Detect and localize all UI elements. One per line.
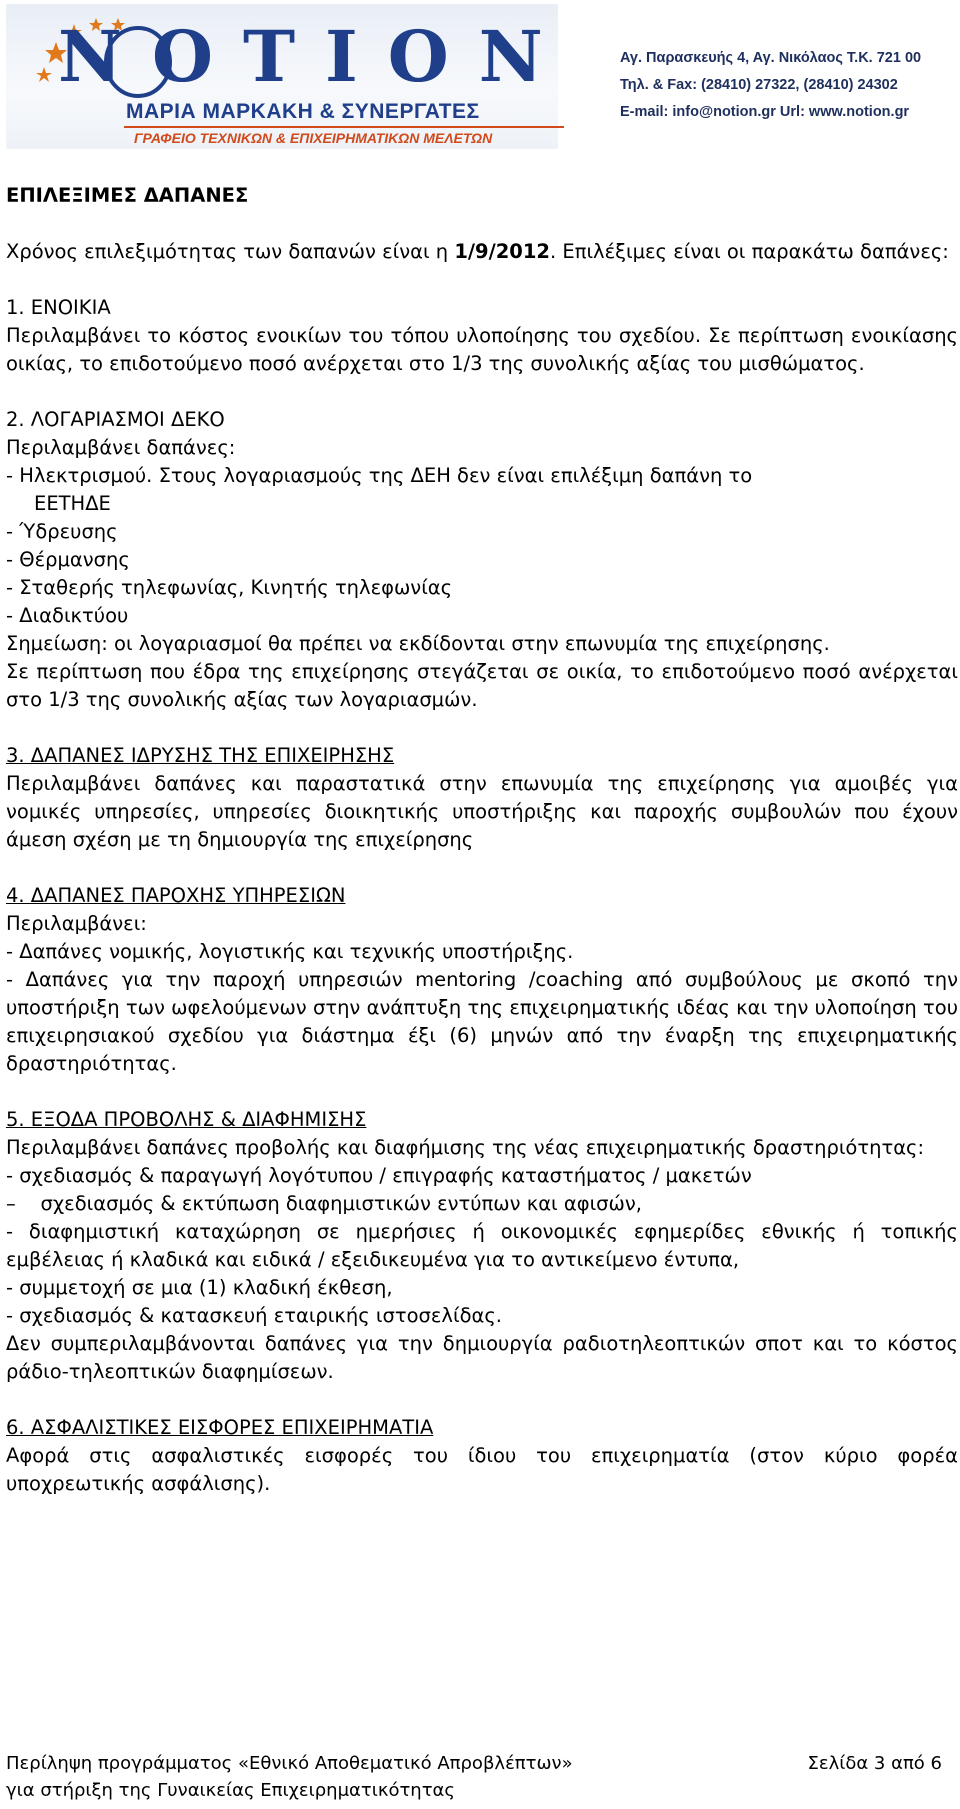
- contact-address: Αγ. Παρασκευής 4, Αγ. Νικόλαος Τ.Κ. 721 00: [620, 50, 922, 66]
- section-2-note: Σημείωση: οι λογαριασμοί θα πρέπει να εκδίδονται στην επωνυμία της επιχείρησης.: [6, 632, 830, 655]
- footer-program-subtitle: για στήριξη της Γυναικείας Επιχειρηματικότητας: [6, 1780, 455, 1801]
- section-3-text: Περιλαμβάνει δαπάνες και παραστατικά στην επωνυμία της επιχείρησης για αμοιβές για νομικές υπηρεσίες, υπηρεσίες διοικητικής υποστήριξης και παροχής συμβουλών που έχουν άμεση σχέση με τη δημιουργία της επιχείρησης: [6, 772, 958, 851]
- section-2-item: - Θέρμανσης: [6, 548, 130, 571]
- logo-tagline: ΓΡΑΦΕΙΟ ΤΕΧΝΙΚΩΝ & ΕΠΙΧΕΙΡΗΜΑΤΙΚΩΝ ΜΕΛΕΤΩΝ: [134, 130, 493, 146]
- section-2-item: - Σταθερής τηλεφωνίας, Κινητής τηλεφωνίας: [6, 576, 453, 599]
- document-body: [6, 182, 958, 1498]
- section-2-title: 2. ΛΟΓΑΡΙΑΣΜΟΙ ΔΕΚΟ: [6, 408, 225, 431]
- eligibility-date: 1/9/2012: [454, 240, 550, 263]
- intro-text-start: Χρόνος επιλεξιμότητας των δαπανών είναι η: [6, 240, 455, 263]
- section-6-text: Αφορά στις ασφαλιστικές εισφορές του ίδιου του επιχειρηματία (στον κύριο φορέα υποχρεωτικής ασφάλισης).: [6, 1444, 958, 1495]
- section-2-item: - Ηλεκτρισμού. Στους λογαριασμούς της ΔΕΗ δεν είναι επιλέξιμη δαπάνη το: [6, 464, 753, 487]
- section-2-item-continued: ΕΕΤΗΔΕ: [34, 492, 111, 515]
- section-5-title: 5. ΕΞΟΔΑ ΠΡΟΒΟΛΗΣ & ΔΙΑΦΗΜΙΣΗΣ: [6, 1108, 367, 1131]
- page-footer: [6, 1750, 942, 1804]
- section-2-item: - Διαδικτύου: [6, 604, 129, 627]
- contact-email-url: E-mail: info@notion.gr Url: www.notion.gr: [620, 104, 910, 120]
- section-3-title: 3. ΔΑΠΑΝΕΣ ΙΔΡΥΣΗΣ ΤΗΣ ΕΠΙΧΕΙΡΗΣΗΣ: [6, 744, 395, 767]
- section-1-title: 1. ΕΝΟΙΚΙΑ: [6, 296, 111, 319]
- section-5-item: – σχεδιασμός & εκτύπωση διαφημιστικών εντύπων και αφισών,: [6, 1192, 642, 1215]
- section-2-item: - Ύδρευσης: [6, 520, 118, 543]
- section-5-item: - σχεδιασμός & κατασκευή εταιρικής ιστοσελίδας.: [6, 1304, 502, 1327]
- logo-divider: [124, 126, 564, 128]
- section-4-item: - Δαπάνες για την παροχή υπηρεσιών mentoring /coaching από συμβούλους με σκοπό την υποστήριξη των ωφελούμενων στην ανάπτυξη της επιχειρηματικής ιδέας και την υλοποίηση του επιχειρησιακού σχεδίου για διάστημα έξι (6) μηνών από την έναρξη της επιχειρηματικής δραστηριότητας.: [6, 968, 958, 1075]
- footer-program-title: Περίληψη προγράμματος «Εθνικό Αποθεματικό Απροβλέπτων»: [6, 1753, 573, 1774]
- page-number: Σελίδα 3 από 6: [807, 1753, 942, 1774]
- page-heading: ΕΠΙΛΕΞΙΜΕΣ ΔΑΠΑΝΕΣ: [6, 184, 249, 207]
- section-5-item: - διαφημιστική καταχώρηση σε ημερήσιες ή οικονομικές εφημερίδες εθνικής ή τοπικής εμβέλειας ή κλαδικά και ειδικά / εξειδικευμένα για το αντικείμενο έντυπα,: [6, 1220, 958, 1271]
- section-1-text: Περιλαμβάνει το κόστος ενοικίων του τόπου υλοποίησης του σχεδίου. Σε περίπτωση ενοικίασης οικίας, το επιδοτούμενο ποσό ανέρχεται στο 1/3 της συνολικής αξίας του μισθώματος.: [6, 324, 958, 375]
- section-4-title: 4. ΔΑΠΑΝΕΣ ΠΑΡΟΧΗΣ ΥΠΗΡΕΣΙΩΝ: [6, 884, 346, 907]
- logo-wordmark: NOTION: [58, 15, 573, 98]
- section-5-lead: Περιλαμβάνει δαπάνες προβολής και διαφήμισης της νέας επιχειρηματικής δραστηριότητας:: [6, 1136, 925, 1159]
- section-4-item: - Δαπάνες νομικής, λογιστικής και τεχνικής υποστήριξης.: [6, 940, 574, 963]
- contact-block: [620, 45, 956, 126]
- section-6-title: 6. ΑΣΦΑΛΙΣΤΙΚΕΣ ΕΙΣΦΟΡΕΣ ΕΠΙΧΕΙΡΗΜΑΤΙΑ: [6, 1416, 434, 1439]
- section-4-lead: Περιλαμβάνει:: [6, 912, 147, 935]
- letterhead: [0, 0, 960, 152]
- intro-text-end: . Επιλέξιμες είναι οι παρακάτω δαπάνες:: [550, 240, 949, 263]
- logo-subtitle: ΜΑΡΙΑ ΜΑΡΚΑΚΗ & ΣΥΝΕΡΓΑΤΕΣ: [126, 100, 480, 123]
- intro-paragraph: [6, 238, 958, 266]
- company-logo: [6, 4, 573, 149]
- section-2-lead: Περιλαμβάνει δαπάνες:: [6, 436, 236, 459]
- section-5-text: Δεν συμπεριλαμβάνονται δαπάνες για την δημιουργία ραδιοτηλεοπτικών σποτ και το κόστος ράδιο-τηλεοπτικών διαφημίσεων.: [6, 1332, 958, 1383]
- contact-phone: Τηλ. & Fax: (28410) 27322, (28410) 24302: [620, 77, 898, 93]
- section-5-item: - σχεδιασμός & παραγωγή λογότυπου / επιγραφής καταστήματος / μακετών: [6, 1164, 752, 1187]
- section-2-text: Σε περίπτωση που έδρα της επιχείρησης στεγάζεται σε οικία, το επιδοτούμενο ποσό ανέρχεται στο 1/3 της συνολικής αξίας των λογαριασμών.: [6, 660, 958, 711]
- section-5-item: - συμμετοχή σε μια (1) κλαδική έκθεση,: [6, 1276, 393, 1299]
